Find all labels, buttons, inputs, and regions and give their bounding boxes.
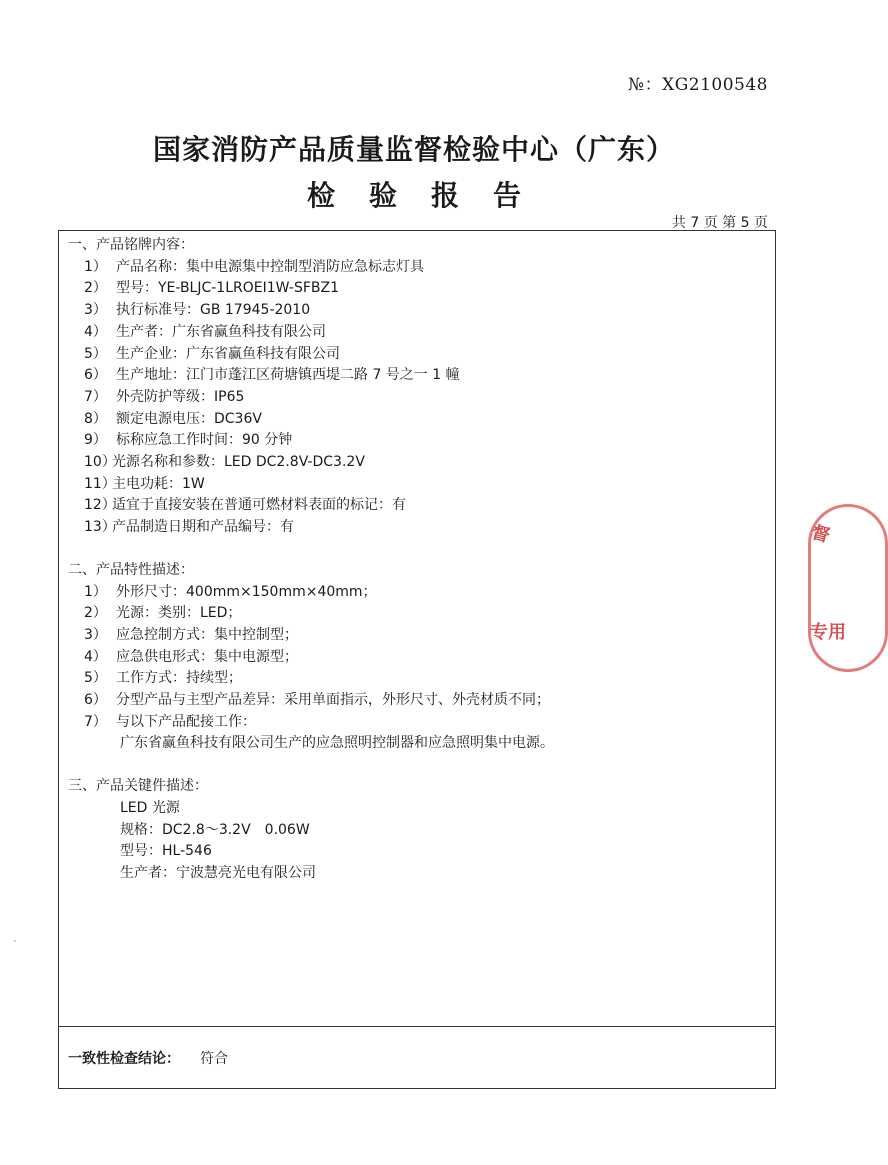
section-gap <box>68 539 769 560</box>
list-item <box>68 430 769 452</box>
list-item <box>68 344 769 366</box>
item-number: 8） <box>84 410 107 427</box>
item-text: 与以下产品配接工作： <box>116 713 256 730</box>
item-number: 1） <box>84 583 107 600</box>
item-number: 7） <box>84 388 107 405</box>
report-number: №：XG2100548 <box>628 75 768 95</box>
conclusion-value: 符合 <box>200 1051 228 1067</box>
item-text: 外壳防护等级：IP65 <box>116 388 245 405</box>
item-text: 分型产品与主型产品差异：采用单面指示，外形尺寸、外壳材质不同； <box>116 692 550 709</box>
document-subtitle <box>0 174 828 214</box>
section-gap <box>68 755 769 776</box>
item-text: 主电功耗：1W <box>112 475 205 492</box>
list-item <box>68 625 769 647</box>
item-text: 标称应急工作时间：90 分钟 <box>116 432 293 449</box>
item-text: 产品名称：集中电源集中控制型消防应急标志灯具 <box>116 258 424 275</box>
item-number: 11） <box>84 475 116 492</box>
list-item <box>68 690 769 712</box>
item-number: 5） <box>84 670 107 687</box>
key-part-line: 型号：HL-546 <box>120 843 212 860</box>
list-item <box>68 365 769 387</box>
item-number: 12） <box>84 497 116 514</box>
subtitle-char: 检 <box>306 179 335 212</box>
item-text: 型号：YE-BLJC-1LROEⅠ1W-SFBZ1 <box>116 280 340 297</box>
seal-text-top: 督 <box>809 521 833 547</box>
list-item <box>68 452 769 474</box>
list-item <box>68 582 769 604</box>
key-part-line: 生产者：宁波慧亮光电有限公司 <box>120 864 316 881</box>
seal-text-bottom: 专用 <box>810 622 846 643</box>
list-item <box>68 517 769 539</box>
list-item <box>68 712 769 734</box>
item-number: 9） <box>84 432 107 449</box>
item-number: 2） <box>84 280 107 297</box>
list-item <box>68 300 769 322</box>
subtitle-char: 报 <box>431 179 460 212</box>
item-text: 应急供电形式：集中电源型； <box>116 648 298 665</box>
item-number: 10） <box>84 454 116 471</box>
key-part-line: 规格：DC2.8～3.2V 0.06W <box>120 821 310 838</box>
conclusion-label: 一致性检查结论： <box>68 1051 180 1067</box>
document-title: 国家消防产品质量监督检验中心（广东） <box>152 133 675 166</box>
item-text: 额定电源电压：DC36V <box>116 410 262 427</box>
list-item <box>68 322 769 344</box>
item-number: 13） <box>84 519 116 536</box>
list-item <box>68 474 769 496</box>
section-characteristics-title: 二、产品特性描述： <box>68 561 194 578</box>
item-number: 7） <box>84 713 107 730</box>
list-item <box>68 409 769 431</box>
item-number: 4） <box>84 648 107 665</box>
item-text: 生产者：广东省赢鱼科技有限公司 <box>116 323 326 340</box>
subtitle-char: 告 <box>493 179 522 212</box>
report-content <box>68 235 769 885</box>
item-number: 4） <box>84 323 107 340</box>
section-key-parts-title: 三、产品关键件描述： <box>68 778 208 795</box>
item-text: 产品制造日期和产品编号：有 <box>112 519 294 536</box>
item-continuation: 广东省赢鱼科技有限公司生产的应急照明控制器和应急照明集中电源。 <box>120 735 554 752</box>
list-item <box>68 387 769 409</box>
item-number: 1） <box>84 258 107 275</box>
subtitle-char: 验 <box>368 179 397 212</box>
item-number: 3） <box>84 302 107 319</box>
conclusion-divider <box>59 1026 775 1027</box>
list-item <box>68 495 769 517</box>
list-item <box>68 668 769 690</box>
item-text: 执行标准号：GB 17945-2010 <box>116 302 311 319</box>
scan-speck <box>14 940 16 942</box>
list-item <box>68 647 769 669</box>
page-info: 共 7 页 第 5 页 <box>671 215 768 231</box>
item-text: 应急控制方式：集中控制型； <box>116 626 298 643</box>
item-text: 外形尺寸：400mm×150mm×40mm； <box>116 583 377 600</box>
list-item <box>68 603 769 625</box>
item-number: 3） <box>84 626 107 643</box>
item-text: 工作方式：持续型； <box>116 670 242 687</box>
item-text: 生产地址：江门市蓬江区荷塘镇西堤二路 7 号之一 1 幢 <box>116 367 460 384</box>
list-item <box>68 257 769 279</box>
report-frame <box>58 230 776 1089</box>
item-text: 适宜于直接安装在普通可燃材料表面的标记：有 <box>112 497 406 514</box>
list-item <box>68 278 769 300</box>
item-text: 生产企业：广东省赢鱼科技有限公司 <box>116 345 340 362</box>
item-number: 5） <box>84 345 107 362</box>
item-text: 光源：类别：LED； <box>116 605 242 622</box>
official-seal <box>804 498 864 678</box>
item-text: 光源名称和参数：LED DC2.8V-DC3.2V <box>112 454 365 471</box>
item-number: 6） <box>84 692 107 709</box>
item-number: 6） <box>84 367 107 384</box>
conclusion <box>68 1048 228 1068</box>
item-number: 2） <box>84 605 107 622</box>
section-nameplate-title: 一、产品铭牌内容： <box>68 237 194 253</box>
key-part-line: LED 光源 <box>120 799 180 816</box>
